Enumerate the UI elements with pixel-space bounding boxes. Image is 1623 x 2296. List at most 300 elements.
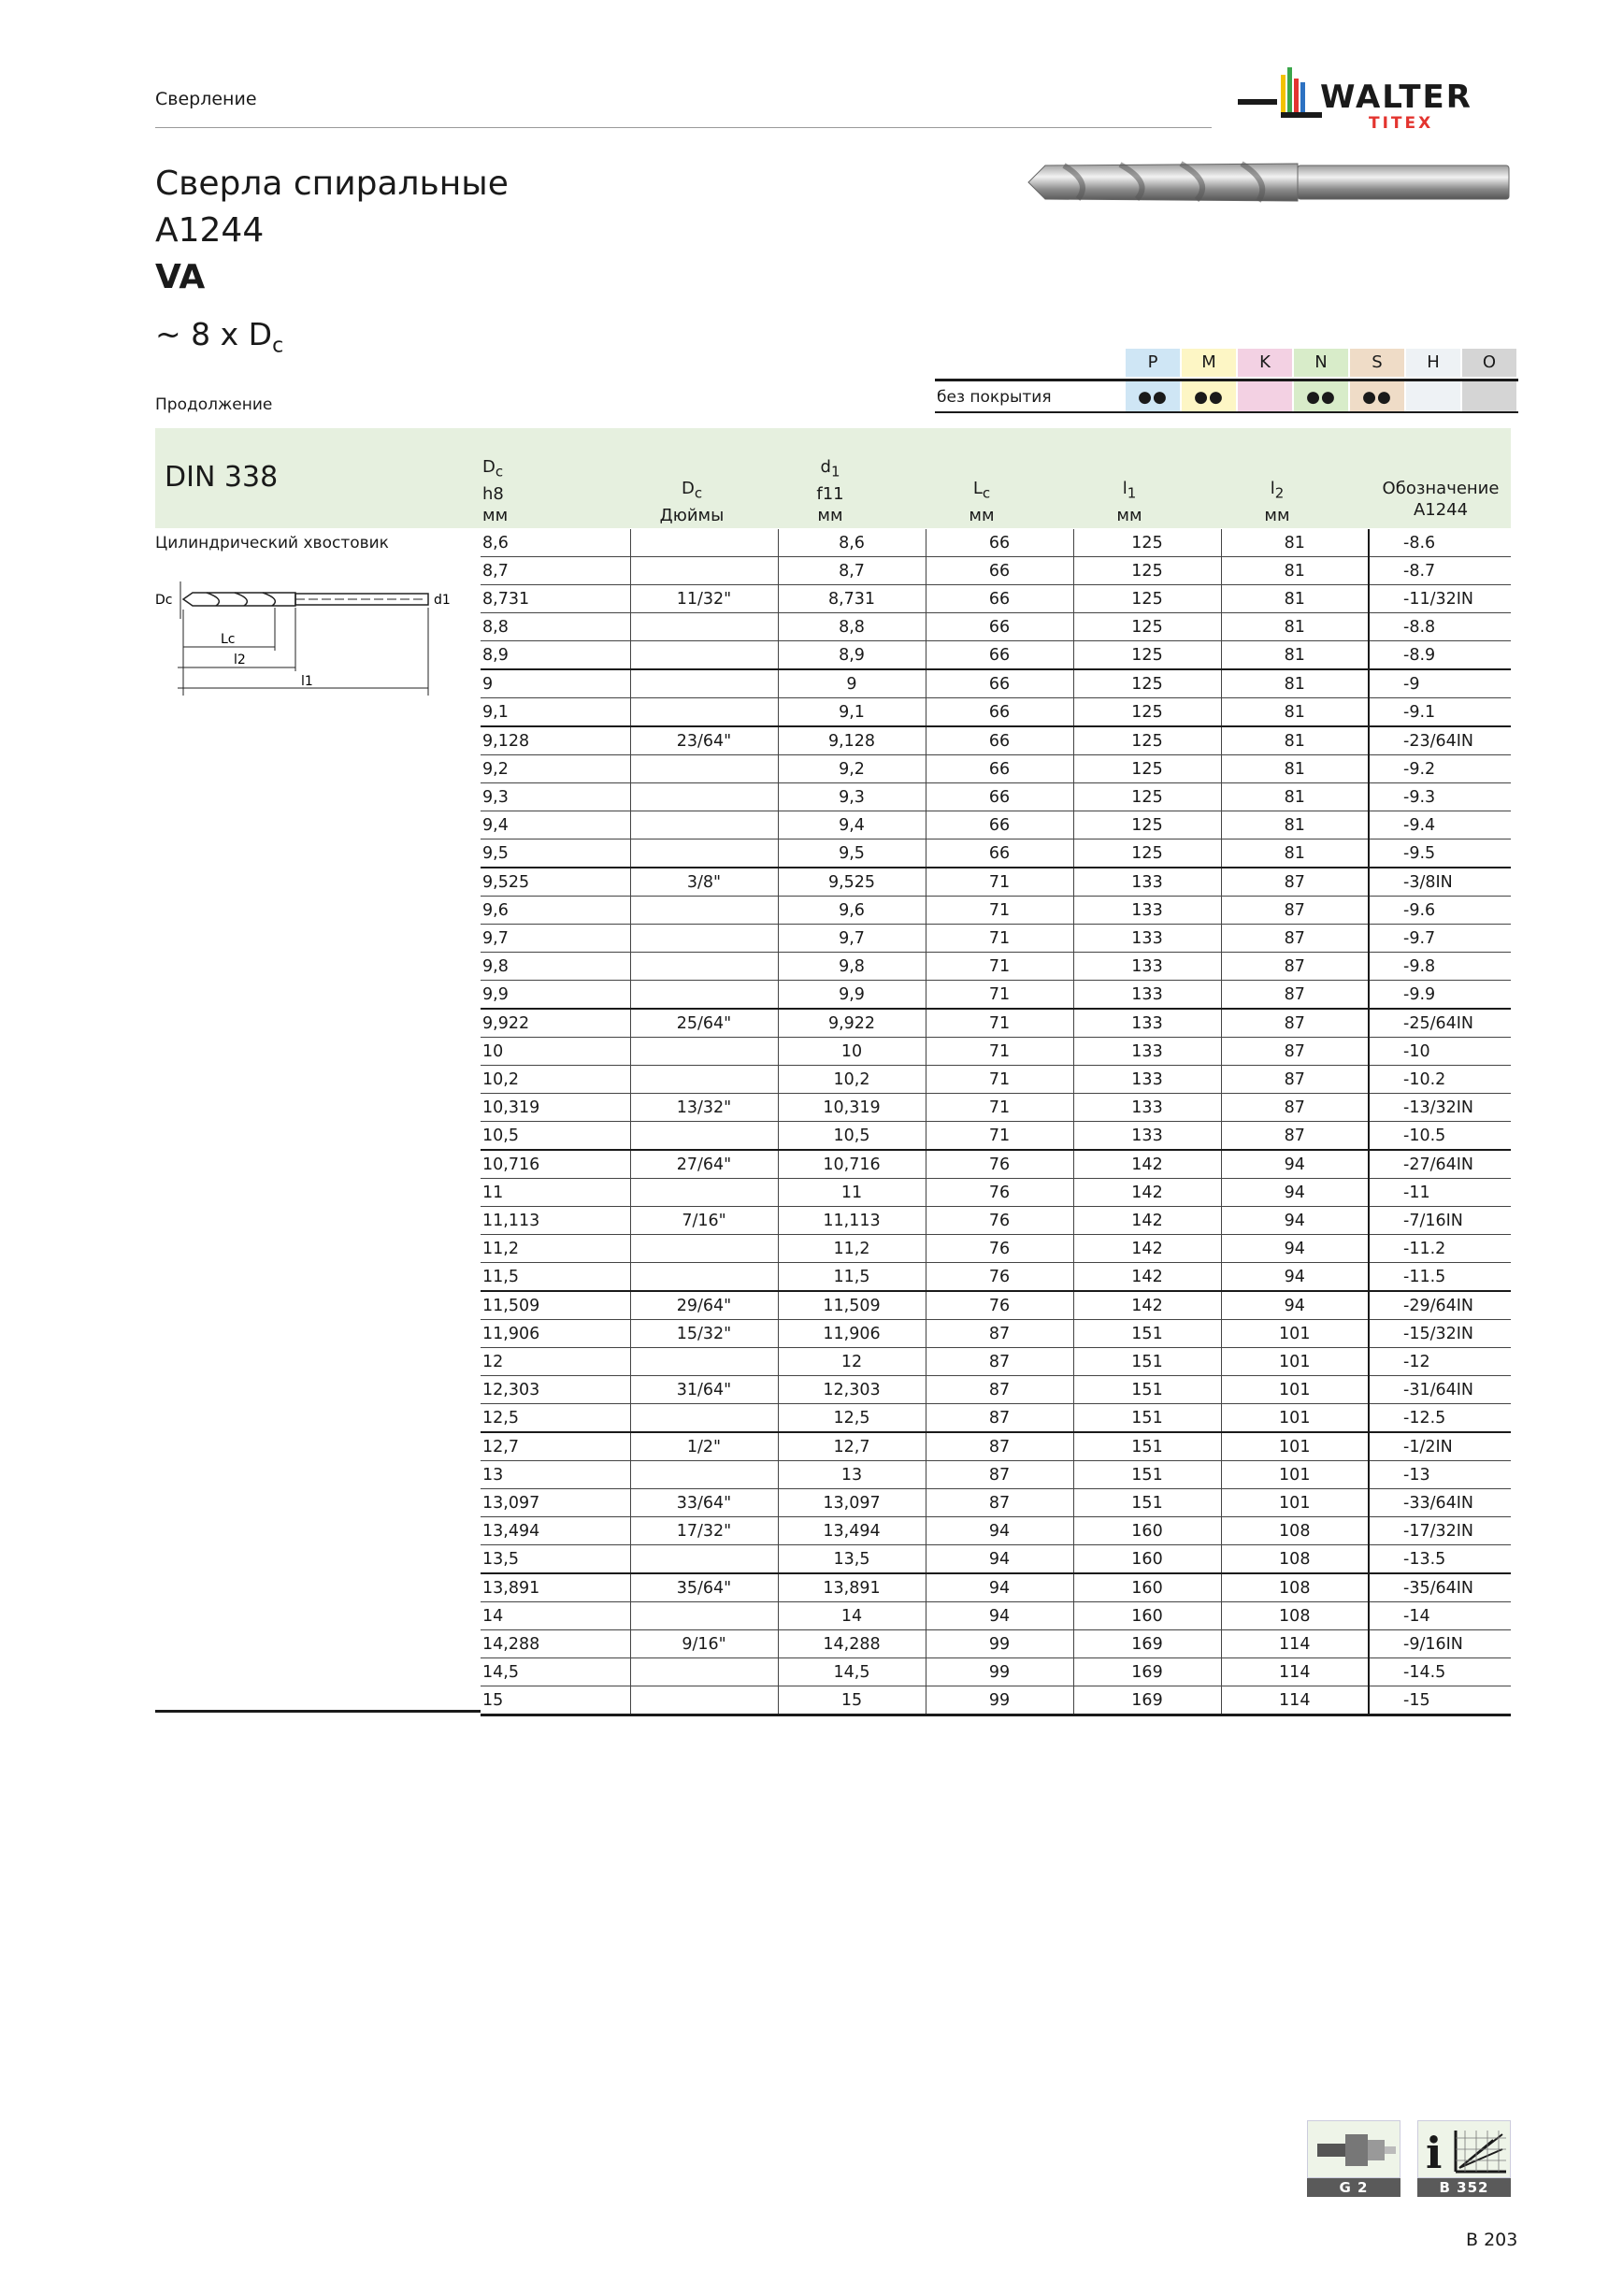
rating-k bbox=[1238, 381, 1292, 411]
table-row bbox=[481, 1207, 1511, 1235]
cell-l1: 125 bbox=[1073, 613, 1221, 641]
cell-dc-inch bbox=[630, 811, 778, 839]
length-ratio: ~ 8 x $D_c$ bbox=[155, 316, 284, 358]
cell-l1: 133 bbox=[1073, 1009, 1221, 1038]
material-group-m: M bbox=[1182, 349, 1236, 377]
cell-l1: 125 bbox=[1073, 529, 1221, 557]
table-row bbox=[481, 1573, 1511, 1602]
material-group-s: S bbox=[1350, 349, 1404, 377]
cell-dc-inch bbox=[630, 783, 778, 811]
cell-l2: 87 bbox=[1221, 1066, 1369, 1094]
cell-d1: 9,525 bbox=[778, 868, 926, 897]
table-row bbox=[481, 1320, 1511, 1348]
cell-dc-mm: 9,9 bbox=[481, 981, 630, 1010]
cell-d1: 13 bbox=[778, 1461, 926, 1489]
cell-l2: 108 bbox=[1221, 1517, 1369, 1545]
cell-l1: 125 bbox=[1073, 557, 1221, 585]
cell-dc-inch bbox=[630, 953, 778, 981]
material-group-k: K bbox=[1238, 349, 1292, 377]
cell-l1: 125 bbox=[1073, 783, 1221, 811]
cell-l1: 142 bbox=[1073, 1207, 1221, 1235]
title-line-2: A1244 bbox=[155, 211, 265, 250]
cell-l2: 87 bbox=[1221, 953, 1369, 981]
cell-dc-inch bbox=[630, 529, 778, 557]
cell-d1: 15 bbox=[778, 1686, 926, 1715]
cell-l1: 125 bbox=[1073, 811, 1221, 839]
cell-d1: 14 bbox=[778, 1602, 926, 1630]
cell-lc: 71 bbox=[926, 1009, 1073, 1038]
cell-dc-inch: 1/2" bbox=[630, 1432, 778, 1461]
cell-l2: 87 bbox=[1221, 1122, 1369, 1151]
cell-d1: 9,922 bbox=[778, 1009, 926, 1038]
cell-d1: 9,8 bbox=[778, 953, 926, 981]
rating-p: ●● bbox=[1126, 381, 1180, 411]
cell-lc: 71 bbox=[926, 1094, 1073, 1122]
drill-sizes-table bbox=[481, 529, 1511, 1716]
cell-lc: 71 bbox=[926, 1066, 1073, 1094]
cell-order-code: -8.8 bbox=[1369, 613, 1511, 641]
reference-b352[interactable] bbox=[1417, 2120, 1511, 2199]
reference-g2[interactable] bbox=[1307, 2120, 1400, 2199]
cell-order-code: -8.9 bbox=[1369, 641, 1511, 670]
cell-dc-inch bbox=[630, 1263, 778, 1292]
diagram-label-l2: l2 bbox=[234, 653, 246, 667]
cell-l2: 101 bbox=[1221, 1461, 1369, 1489]
cell-order-code: -7/16IN bbox=[1369, 1207, 1511, 1235]
cell-l1: 160 bbox=[1073, 1602, 1221, 1630]
cell-dc-mm: 8,6 bbox=[481, 529, 630, 557]
table-row bbox=[481, 839, 1511, 868]
table-row bbox=[481, 1658, 1511, 1686]
table-row bbox=[481, 1517, 1511, 1545]
cell-order-code: -12 bbox=[1369, 1348, 1511, 1376]
cell-l1: 169 bbox=[1073, 1686, 1221, 1715]
table-row bbox=[481, 811, 1511, 839]
product-title bbox=[155, 161, 509, 301]
cell-l1: 125 bbox=[1073, 641, 1221, 670]
cell-l1: 151 bbox=[1073, 1320, 1221, 1348]
header-divider bbox=[155, 127, 1212, 128]
cell-l2: 114 bbox=[1221, 1658, 1369, 1686]
table-row bbox=[481, 613, 1511, 641]
cell-l2: 81 bbox=[1221, 783, 1369, 811]
cell-dc-inch bbox=[630, 641, 778, 670]
cell-dc-inch bbox=[630, 557, 778, 585]
cell-l2: 108 bbox=[1221, 1573, 1369, 1602]
cell-l2: 101 bbox=[1221, 1404, 1369, 1433]
cell-d1: 10,716 bbox=[778, 1150, 926, 1179]
cell-lc: 94 bbox=[926, 1602, 1073, 1630]
cell-d1: 11,5 bbox=[778, 1263, 926, 1292]
cell-l1: 160 bbox=[1073, 1517, 1221, 1545]
table-row bbox=[481, 1686, 1511, 1715]
cell-order-code: -12.5 bbox=[1369, 1404, 1511, 1433]
cell-lc: 87 bbox=[926, 1404, 1073, 1433]
cell-order-code: -31/64IN bbox=[1369, 1376, 1511, 1404]
cell-dc-inch bbox=[630, 1235, 778, 1263]
table-row bbox=[481, 953, 1511, 981]
cell-lc: 71 bbox=[926, 868, 1073, 897]
cell-dc-mm: 8,9 bbox=[481, 641, 630, 670]
cell-dc-inch bbox=[630, 1658, 778, 1686]
cell-l1: 125 bbox=[1073, 698, 1221, 727]
table-row bbox=[481, 1348, 1511, 1376]
cell-l1: 160 bbox=[1073, 1545, 1221, 1574]
info-chart-icon bbox=[1417, 2120, 1511, 2178]
cell-order-code: -9.1 bbox=[1369, 698, 1511, 727]
cell-lc: 76 bbox=[926, 1207, 1073, 1235]
cell-dc-mm: 9,5 bbox=[481, 839, 630, 868]
table-row bbox=[481, 1602, 1511, 1630]
cell-dc-inch: 31/64" bbox=[630, 1376, 778, 1404]
cell-lc: 66 bbox=[926, 557, 1073, 585]
cell-dc-mm: 12,303 bbox=[481, 1376, 630, 1404]
cell-order-code: -9.6 bbox=[1369, 897, 1511, 925]
cell-lc: 71 bbox=[926, 897, 1073, 925]
cell-order-code: -9.9 bbox=[1369, 981, 1511, 1010]
table-row bbox=[481, 755, 1511, 783]
cell-lc: 71 bbox=[926, 981, 1073, 1010]
cell-l2: 87 bbox=[1221, 1009, 1369, 1038]
cell-dc-mm: 10 bbox=[481, 1038, 630, 1066]
cell-dc-inch bbox=[630, 1686, 778, 1715]
cell-dc-mm: 13,891 bbox=[481, 1573, 630, 1602]
cell-l2: 114 bbox=[1221, 1630, 1369, 1658]
cell-order-code: -23/64IN bbox=[1369, 726, 1511, 755]
cell-l2: 108 bbox=[1221, 1602, 1369, 1630]
cell-order-code: -13/32IN bbox=[1369, 1094, 1511, 1122]
cell-d1: 13,494 bbox=[778, 1517, 926, 1545]
cell-dc-inch: 23/64" bbox=[630, 726, 778, 755]
cell-l1: 142 bbox=[1073, 1150, 1221, 1179]
cell-dc-mm: 12,5 bbox=[481, 1404, 630, 1433]
cell-l2: 94 bbox=[1221, 1263, 1369, 1292]
cell-lc: 66 bbox=[926, 755, 1073, 783]
table-row bbox=[481, 1291, 1511, 1320]
cell-l1: 133 bbox=[1073, 953, 1221, 981]
cell-dc-inch bbox=[630, 981, 778, 1010]
table-row bbox=[481, 1179, 1511, 1207]
cell-lc: 99 bbox=[926, 1630, 1073, 1658]
material-group-p: P bbox=[1126, 349, 1180, 377]
cell-dc-mm: 9,2 bbox=[481, 755, 630, 783]
cell-l1: 151 bbox=[1073, 1404, 1221, 1433]
cell-order-code: -27/64IN bbox=[1369, 1150, 1511, 1179]
cell-lc: 66 bbox=[926, 529, 1073, 557]
section-label: Сверление bbox=[155, 89, 257, 109]
reference-b352-caption: B 352 bbox=[1417, 2178, 1511, 2197]
material-suitability-table bbox=[935, 349, 1518, 413]
cell-dc-inch bbox=[630, 1122, 778, 1151]
cell-dc-inch: 27/64" bbox=[630, 1150, 778, 1179]
cell-order-code: -17/32IN bbox=[1369, 1517, 1511, 1545]
cell-l2: 81 bbox=[1221, 641, 1369, 670]
cell-lc: 94 bbox=[926, 1545, 1073, 1574]
cell-order-code: -29/64IN bbox=[1369, 1291, 1511, 1320]
cell-l1: 169 bbox=[1073, 1658, 1221, 1686]
table-row bbox=[481, 698, 1511, 727]
cell-order-code: -11.2 bbox=[1369, 1235, 1511, 1263]
cell-dc-inch bbox=[630, 1461, 778, 1489]
table-row bbox=[481, 783, 1511, 811]
cell-l2: 108 bbox=[1221, 1545, 1369, 1574]
cell-d1: 11 bbox=[778, 1179, 926, 1207]
cell-lc: 76 bbox=[926, 1291, 1073, 1320]
table-row bbox=[481, 1461, 1511, 1489]
cell-lc: 66 bbox=[926, 641, 1073, 670]
cell-l1: 133 bbox=[1073, 1122, 1221, 1151]
cell-l2: 101 bbox=[1221, 1348, 1369, 1376]
cell-order-code: -8.7 bbox=[1369, 557, 1511, 585]
cell-l2: 81 bbox=[1221, 669, 1369, 698]
cell-l2: 81 bbox=[1221, 755, 1369, 783]
cell-lc: 87 bbox=[926, 1320, 1073, 1348]
cell-dc-mm: 9,922 bbox=[481, 1009, 630, 1038]
cell-order-code: -9/16IN bbox=[1369, 1630, 1511, 1658]
coating-row bbox=[935, 379, 1518, 413]
cell-order-code: -10.5 bbox=[1369, 1122, 1511, 1151]
col-header-l1: $l_1$ мм bbox=[1116, 479, 1142, 525]
cell-order-code: -11 bbox=[1369, 1179, 1511, 1207]
cell-l2: 87 bbox=[1221, 981, 1369, 1010]
cell-l1: 151 bbox=[1073, 1461, 1221, 1489]
cell-order-code: -25/64IN bbox=[1369, 1009, 1511, 1038]
cell-l2: 87 bbox=[1221, 925, 1369, 953]
cell-d1: 11,509 bbox=[778, 1291, 926, 1320]
table-row bbox=[481, 1235, 1511, 1263]
table-row bbox=[481, 1489, 1511, 1517]
cell-l1: 151 bbox=[1073, 1348, 1221, 1376]
cell-l2: 94 bbox=[1221, 1150, 1369, 1179]
svg-text:TITEX: TITEX bbox=[1369, 114, 1434, 133]
cell-lc: 66 bbox=[926, 811, 1073, 839]
cell-order-code: -1/2IN bbox=[1369, 1432, 1511, 1461]
cell-dc-mm: 14 bbox=[481, 1602, 630, 1630]
cell-dc-inch bbox=[630, 1348, 778, 1376]
table-row bbox=[481, 1630, 1511, 1658]
continuation-label: Продолжение bbox=[155, 395, 273, 414]
toolholder-icon bbox=[1307, 2120, 1400, 2178]
cell-dc-mm: 8,8 bbox=[481, 613, 630, 641]
cell-l2: 87 bbox=[1221, 1094, 1369, 1122]
cell-l2: 101 bbox=[1221, 1432, 1369, 1461]
cell-dc-mm: 10,2 bbox=[481, 1066, 630, 1094]
material-group-h: H bbox=[1406, 349, 1460, 377]
cell-dc-inch bbox=[630, 1066, 778, 1094]
shank-type-label: Цилиндрический хвостовик bbox=[155, 534, 389, 552]
table-row bbox=[481, 1122, 1511, 1151]
cell-lc: 87 bbox=[926, 1489, 1073, 1517]
cell-d1: 11,2 bbox=[778, 1235, 926, 1263]
table-row bbox=[481, 1376, 1511, 1404]
cell-d1: 13,097 bbox=[778, 1489, 926, 1517]
cell-d1: 11,906 bbox=[778, 1320, 926, 1348]
cell-d1: 11,113 bbox=[778, 1207, 926, 1235]
col-header-dc-mm: $D_c$ h8 мм bbox=[482, 457, 509, 525]
cell-order-code: -10 bbox=[1369, 1038, 1511, 1066]
cell-l1: 125 bbox=[1073, 755, 1221, 783]
cell-dc-mm: 14,288 bbox=[481, 1630, 630, 1658]
table-row bbox=[481, 1094, 1511, 1122]
cell-dc-mm: 9,4 bbox=[481, 811, 630, 839]
col-header-d1: $d_1$ f11 мм bbox=[816, 457, 844, 525]
cell-lc: 94 bbox=[926, 1517, 1073, 1545]
cell-lc: 76 bbox=[926, 1263, 1073, 1292]
cell-order-code: -9.5 bbox=[1369, 839, 1511, 868]
cell-dc-inch bbox=[630, 669, 778, 698]
cell-order-code: -14 bbox=[1369, 1602, 1511, 1630]
page-number: B 203 bbox=[1466, 2230, 1518, 2250]
cell-l2: 81 bbox=[1221, 698, 1369, 727]
cell-l1: 133 bbox=[1073, 981, 1221, 1010]
cell-l1: 133 bbox=[1073, 1094, 1221, 1122]
svg-text:WALTER: WALTER bbox=[1320, 79, 1472, 116]
diagram-label-lc: Lc bbox=[221, 632, 236, 647]
cell-dc-inch: 33/64" bbox=[630, 1489, 778, 1517]
cell-d1: 9,7 bbox=[778, 925, 926, 953]
table-row bbox=[481, 1432, 1511, 1461]
table-row bbox=[481, 585, 1511, 613]
svg-text:i: i bbox=[1426, 2128, 1443, 2178]
table-row bbox=[481, 669, 1511, 698]
cell-lc: 66 bbox=[926, 783, 1073, 811]
cell-lc: 71 bbox=[926, 1038, 1073, 1066]
cell-l1: 133 bbox=[1073, 1066, 1221, 1094]
drill-dimension-diagram bbox=[155, 581, 464, 703]
cell-order-code: -33/64IN bbox=[1369, 1489, 1511, 1517]
cell-dc-inch: 3/8" bbox=[630, 868, 778, 897]
cell-d1: 12,7 bbox=[778, 1432, 926, 1461]
cell-l1: 133 bbox=[1073, 925, 1221, 953]
cell-l1: 133 bbox=[1073, 897, 1221, 925]
cell-dc-mm: 12,7 bbox=[481, 1432, 630, 1461]
cell-d1: 10,319 bbox=[778, 1094, 926, 1122]
cell-l2: 101 bbox=[1221, 1489, 1369, 1517]
cell-d1: 8,9 bbox=[778, 641, 926, 670]
cell-dc-mm: 11 bbox=[481, 1179, 630, 1207]
cell-lc: 66 bbox=[926, 585, 1073, 613]
table-row bbox=[481, 1009, 1511, 1038]
cell-d1: 13,5 bbox=[778, 1545, 926, 1574]
cell-dc-mm: 10,716 bbox=[481, 1150, 630, 1179]
cell-dc-inch: 7/16" bbox=[630, 1207, 778, 1235]
cell-dc-mm: 11,509 bbox=[481, 1291, 630, 1320]
cell-dc-inch bbox=[630, 925, 778, 953]
cell-l2: 87 bbox=[1221, 868, 1369, 897]
diagram-label-d1: d1 bbox=[434, 593, 451, 608]
cell-order-code: -9.2 bbox=[1369, 755, 1511, 783]
din-standard: DIN 338 bbox=[165, 461, 279, 494]
cell-dc-inch: 11/32" bbox=[630, 585, 778, 613]
cell-dc-inch: 9/16" bbox=[630, 1630, 778, 1658]
cell-l1: 125 bbox=[1073, 726, 1221, 755]
cell-order-code: -11/32IN bbox=[1369, 585, 1511, 613]
diagram-label-dc: Dc bbox=[155, 593, 173, 608]
cell-dc-inch bbox=[630, 1038, 778, 1066]
cell-d1: 8,6 bbox=[778, 529, 926, 557]
col-header-l2: $l_2$ мм bbox=[1264, 479, 1290, 525]
cell-order-code: -35/64IN bbox=[1369, 1573, 1511, 1602]
cell-dc-inch: 25/64" bbox=[630, 1009, 778, 1038]
table-row bbox=[481, 1404, 1511, 1433]
cell-dc-mm: 9,128 bbox=[481, 726, 630, 755]
cell-lc: 71 bbox=[926, 925, 1073, 953]
rating-o bbox=[1462, 381, 1516, 411]
cell-lc: 66 bbox=[926, 613, 1073, 641]
cell-dc-inch: 15/32" bbox=[630, 1320, 778, 1348]
drill-photo bbox=[1027, 154, 1513, 210]
material-group-o: O bbox=[1462, 349, 1516, 377]
cell-dc-mm: 11,5 bbox=[481, 1263, 630, 1292]
cell-dc-mm: 9 bbox=[481, 669, 630, 698]
cell-order-code: -9 bbox=[1369, 669, 1511, 698]
cell-dc-inch bbox=[630, 839, 778, 868]
cell-order-code: -11.5 bbox=[1369, 1263, 1511, 1292]
cell-order-code: -9.7 bbox=[1369, 925, 1511, 953]
reference-g2-caption: G 2 bbox=[1307, 2178, 1400, 2197]
cell-l1: 169 bbox=[1073, 1630, 1221, 1658]
cell-d1: 8,8 bbox=[778, 613, 926, 641]
cell-dc-mm: 9,1 bbox=[481, 698, 630, 727]
cell-dc-mm: 12 bbox=[481, 1348, 630, 1376]
table-row bbox=[481, 529, 1511, 557]
cell-dc-mm: 13,5 bbox=[481, 1545, 630, 1574]
table-row bbox=[481, 1263, 1511, 1292]
cell-l2: 81 bbox=[1221, 811, 1369, 839]
cell-dc-inch bbox=[630, 1602, 778, 1630]
cell-lc: 76 bbox=[926, 1235, 1073, 1263]
table-row bbox=[481, 1038, 1511, 1066]
cell-dc-mm: 9,3 bbox=[481, 783, 630, 811]
cell-dc-mm: 9,8 bbox=[481, 953, 630, 981]
cell-d1: 14,5 bbox=[778, 1658, 926, 1686]
cell-d1: 9,4 bbox=[778, 811, 926, 839]
table-bottom-rule bbox=[155, 1710, 481, 1713]
table-row bbox=[481, 897, 1511, 925]
cell-dc-inch: 17/32" bbox=[630, 1517, 778, 1545]
cell-l1: 133 bbox=[1073, 1038, 1221, 1066]
cell-d1: 8,731 bbox=[778, 585, 926, 613]
cell-d1: 9,9 bbox=[778, 981, 926, 1010]
cell-lc: 94 bbox=[926, 1573, 1073, 1602]
cell-lc: 66 bbox=[926, 726, 1073, 755]
cell-l2: 94 bbox=[1221, 1179, 1369, 1207]
col-header-code: Обозначение A1244 bbox=[1382, 479, 1500, 520]
title-line-1: Сверла спиральные bbox=[155, 165, 509, 203]
cell-d1: 9,2 bbox=[778, 755, 926, 783]
cell-d1: 9,1 bbox=[778, 698, 926, 727]
cell-lc: 87 bbox=[926, 1376, 1073, 1404]
cell-order-code: -13.5 bbox=[1369, 1545, 1511, 1574]
cell-order-code: -10.2 bbox=[1369, 1066, 1511, 1094]
table-row bbox=[481, 726, 1511, 755]
cell-dc-mm: 14,5 bbox=[481, 1658, 630, 1686]
cell-dc-inch bbox=[630, 755, 778, 783]
cell-lc: 71 bbox=[926, 1122, 1073, 1151]
cell-d1: 10 bbox=[778, 1038, 926, 1066]
cell-dc-inch bbox=[630, 1179, 778, 1207]
cell-d1: 9,128 bbox=[778, 726, 926, 755]
table-row bbox=[481, 641, 1511, 670]
cell-dc-inch bbox=[630, 613, 778, 641]
cell-d1: 10,2 bbox=[778, 1066, 926, 1094]
rating-m: ●● bbox=[1182, 381, 1236, 411]
cell-d1: 13,891 bbox=[778, 1573, 926, 1602]
cell-lc: 66 bbox=[926, 839, 1073, 868]
cell-l2: 81 bbox=[1221, 557, 1369, 585]
cell-d1: 8,7 bbox=[778, 557, 926, 585]
cell-dc-mm: 10,319 bbox=[481, 1094, 630, 1122]
